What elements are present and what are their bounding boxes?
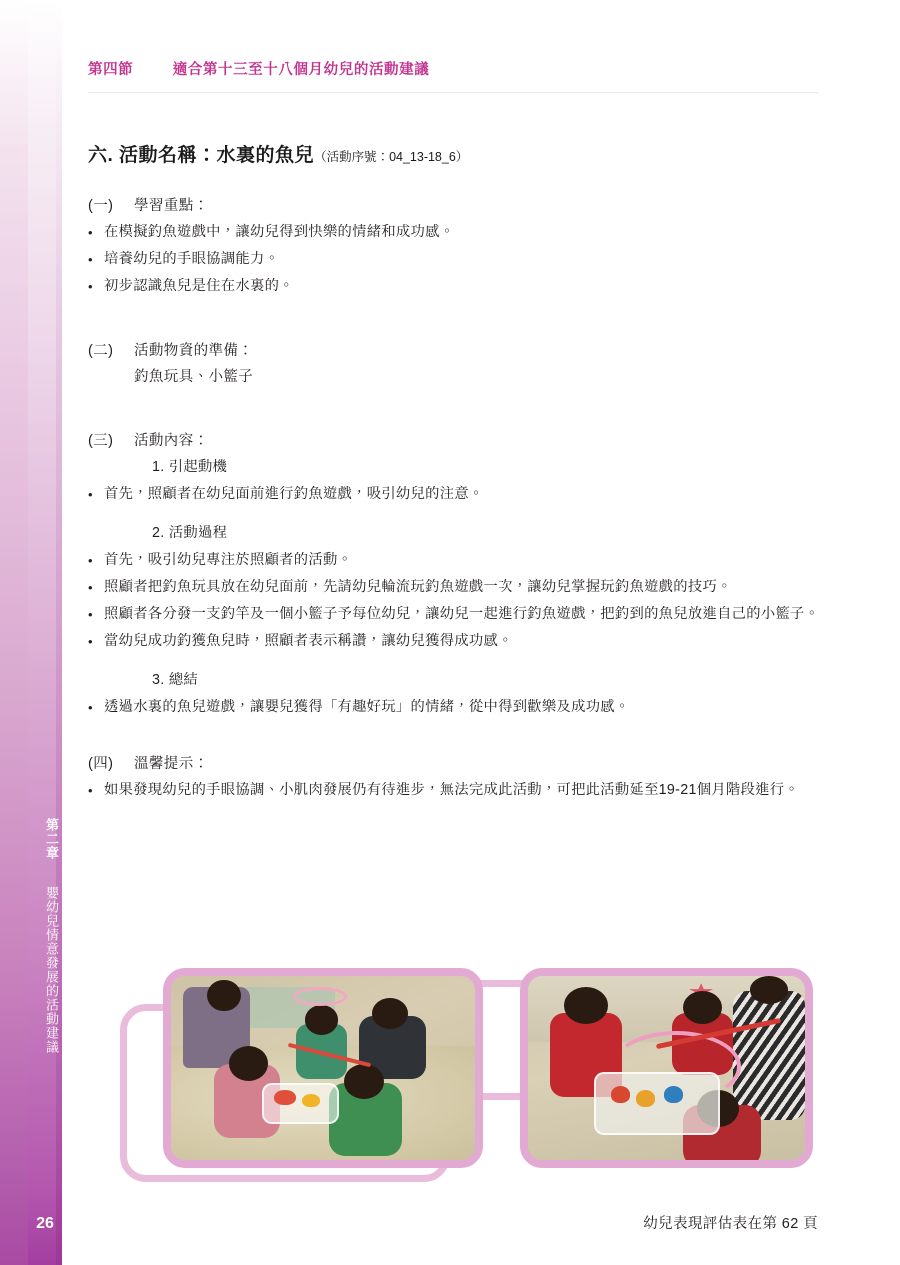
chapter-subtitle: 嬰幼兒情意發展的活動建議 <box>44 886 59 1054</box>
list-item: • 照顧者各分發一支釣竿及一個小籃子予每位幼兒，讓幼兒一起進行釣魚遊戲，把釣到的魚兒放進自己的小籃子。 <box>88 601 828 628</box>
section-two-marker: (二) <box>88 343 114 359</box>
list-item: • 透過水裏的魚兒遊戲，讓嬰兒獲得「有趣好玩」的情緒，從中得到歡樂及成功感。 <box>88 694 828 721</box>
section-one-bullets <box>88 219 828 300</box>
activity-photo-right <box>520 968 813 1168</box>
chapter-tab <box>30 818 60 1054</box>
chapter-title: 第二章 <box>44 818 59 860</box>
section-four-heading <box>88 751 828 777</box>
list-item: • 在模擬釣魚遊戲中，讓幼兒得到快樂的情緒和成功感。 <box>88 219 828 246</box>
footer-note: 幼兒表現評估表在第 62 頁 <box>643 1216 818 1232</box>
section-one-title: 學習重點： <box>134 198 209 214</box>
section-two-line: 釣魚玩具、小籃子 <box>134 369 254 385</box>
list-item: • 培養幼兒的手眼協調能力。 <box>88 246 828 273</box>
list-item: • 首先，照顧者在幼兒面前進行釣魚遊戲，吸引幼兒的注意。 <box>88 481 828 508</box>
page-content <box>88 140 828 822</box>
activity-title-row <box>88 140 828 167</box>
numbered-item-bullets <box>88 694 828 721</box>
numbered-item: 3. 總結 <box>152 672 198 688</box>
activity-photo-left <box>163 968 483 1168</box>
numbered-item: 1. 引起動機 <box>152 459 228 475</box>
section-three-marker: (三) <box>88 433 114 449</box>
section-one-marker: (一) <box>88 198 114 214</box>
activity-title: 六. 活動名稱：水裏的魚兒 <box>88 145 315 166</box>
list-item: • 如果發現幼兒的手眼協調、小肌肉發展仍有待進步，無法完成此活動，可把此活動延至19-21個月階段進行。 <box>88 777 828 804</box>
list-item: • 當幼兒成功釣獲魚兒時，照顧者表示稱讚，讓幼兒獲得成功感。 <box>88 628 828 655</box>
numbered-item-bullets <box>88 481 828 508</box>
page-number: 26 <box>36 1215 54 1232</box>
numbered-item: 2. 活動過程 <box>152 525 228 541</box>
section-four-title: 溫馨提示： <box>134 756 209 772</box>
section-activity-content <box>88 428 828 721</box>
section-four-bullets <box>88 777 828 804</box>
photo-gallery <box>120 960 820 1175</box>
section-three-heading <box>88 428 828 454</box>
photo-left-image <box>171 976 475 1160</box>
page-header <box>88 58 828 79</box>
photo-right-image <box>528 976 805 1160</box>
header-divider <box>88 92 818 93</box>
section-two-heading <box>88 338 828 364</box>
header-section-title: 適合第十三至十八個月幼兒的活動建議 <box>172 62 430 78</box>
side-band-edge <box>56 0 62 1265</box>
section-tips <box>88 751 828 804</box>
section-four-marker: (四) <box>88 756 114 772</box>
list-item: • 初步認識魚兒是住在水裏的。 <box>88 273 828 300</box>
section-materials <box>88 338 828 390</box>
list-item: • 照顧者把釣魚玩具放在幼兒面前，先請幼兒輪流玩釣魚遊戲一次，讓幼兒掌握玩釣魚遊戲的技巧。 <box>88 574 828 601</box>
numbered-item-bullets <box>88 547 828 655</box>
activity-code: （活動序號：04_13-18_6） <box>314 150 469 164</box>
header-section-number: 第四節 <box>88 62 134 78</box>
section-one-heading <box>88 193 828 219</box>
list-item: • 首先，吸引幼兒專注於照顧者的活動。 <box>88 547 828 574</box>
section-three-title: 活動內容： <box>134 433 209 449</box>
section-learning-focus <box>88 193 828 300</box>
section-two-title: 活動物資的準備： <box>134 343 254 359</box>
